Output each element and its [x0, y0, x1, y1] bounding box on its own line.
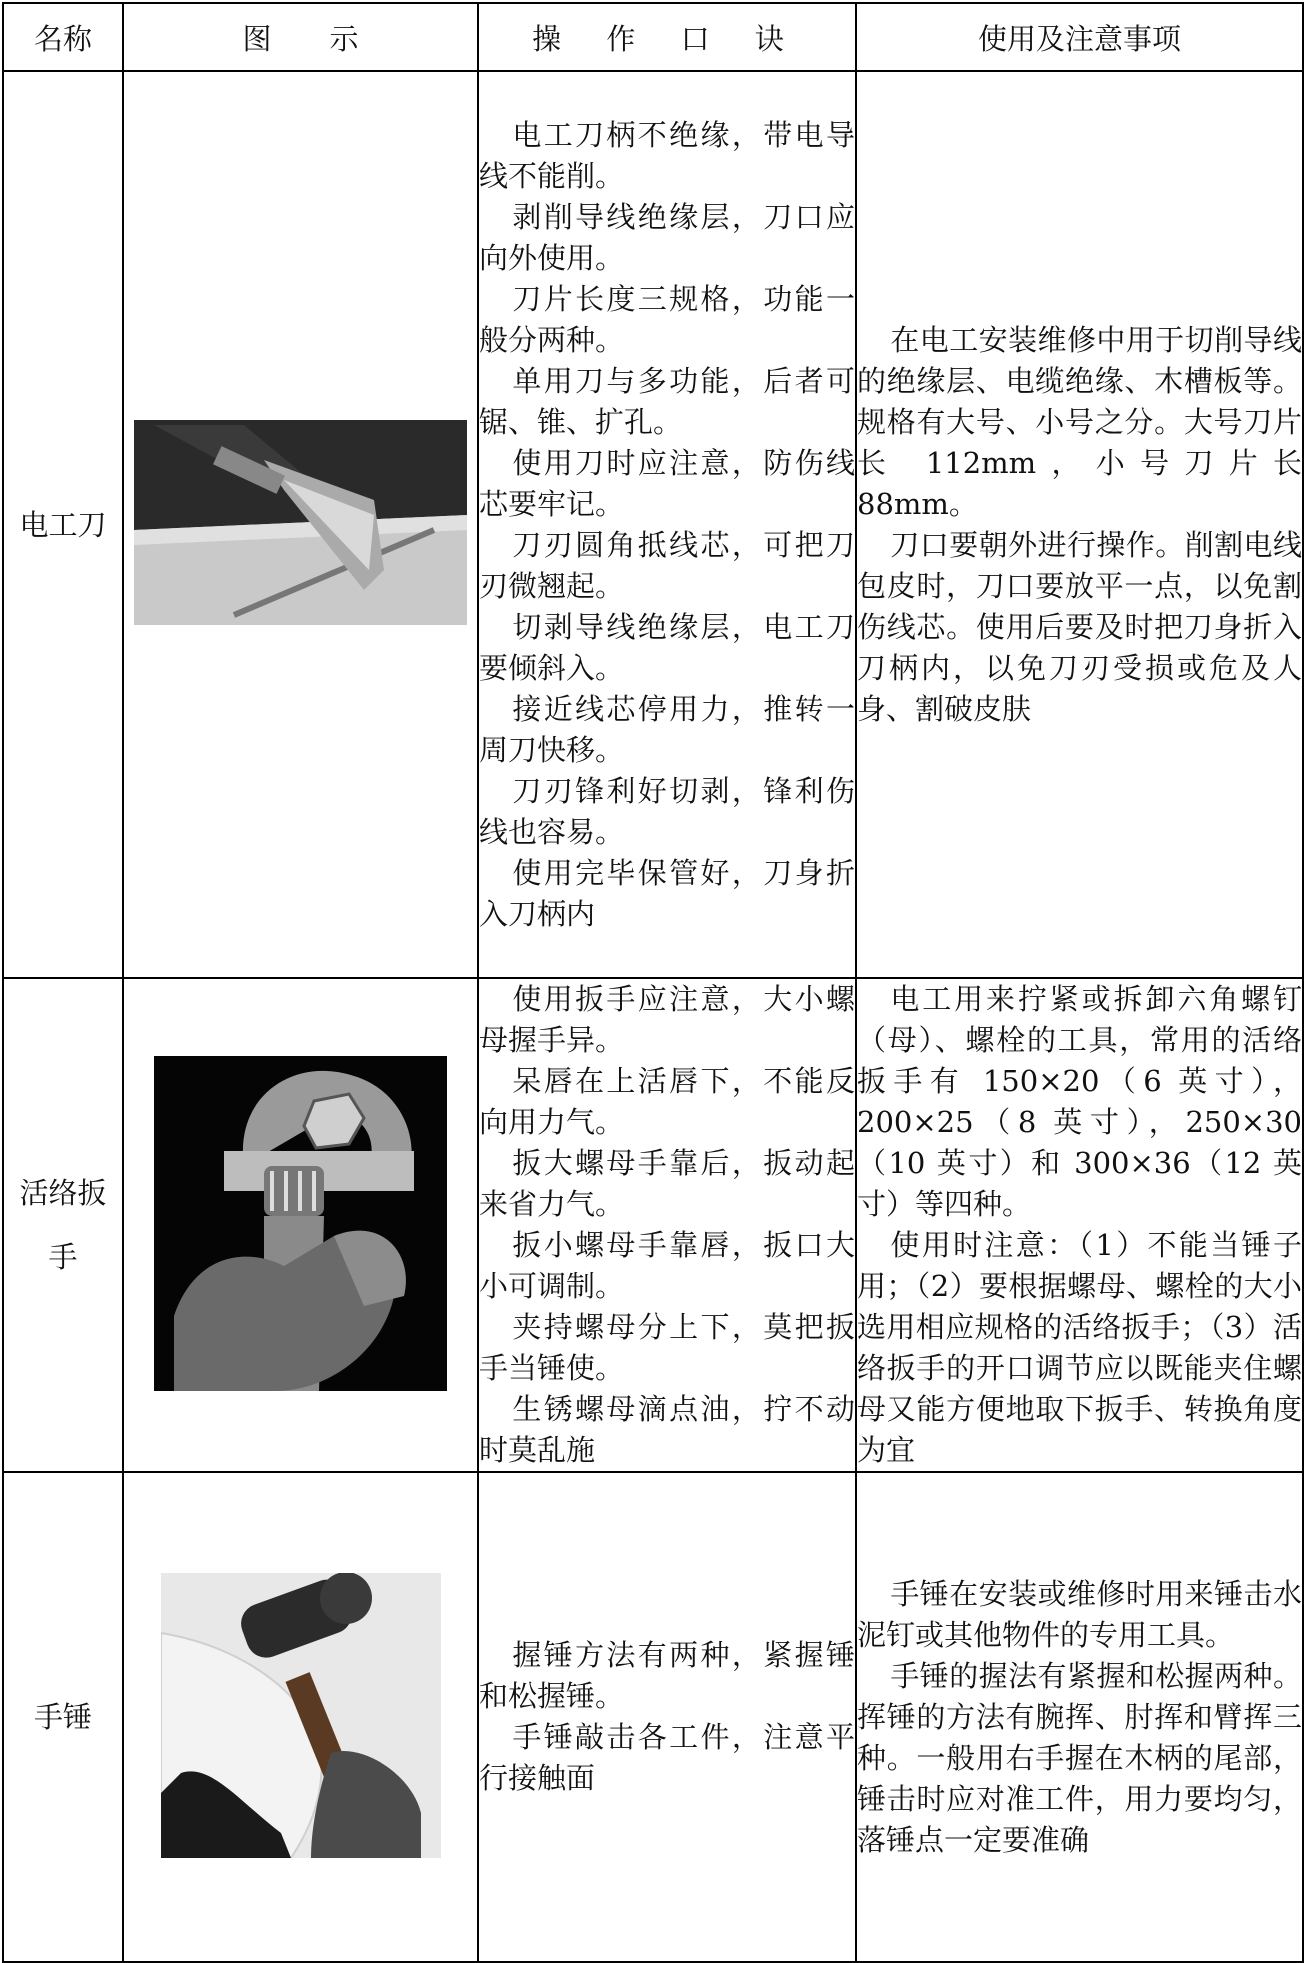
verse-cell	[478, 1472, 856, 1962]
table-row-wrench	[3, 978, 1303, 1472]
hammer-photo	[161, 1573, 441, 1858]
notes-paragraph: 电工用来拧紧或拆卸六角螺钉（母）、螺栓的工具，常用的活络扳手有 150×20（6 英寸），200×25（8 英寸），250×30（10 英寸）和 300×36（12 英寸）等四种。	[857, 982, 1302, 1221]
verse-cell	[478, 978, 856, 1472]
verse-line: 扳小螺母手靠唇，扳口大小可调制。	[479, 1228, 855, 1303]
notes-paragraph: 使用时注意：（1）不能当锤子用；（2）要根据螺母、螺栓的大小选用相应规格的活络扳手；（3）活络扳手的开口调节应以既能夹住螺母又能方便地取下扳手、转换角度为宜	[857, 1228, 1302, 1467]
verse-line: 刀刃圆角抵线芯，可把刀刃微翘起。	[479, 527, 855, 603]
table-row-hammer	[3, 1472, 1303, 1962]
header-notes: 使用及注意事项	[856, 3, 1303, 71]
notes-paragraph: 手锤的握法有紧握和松握两种。挥锤的方法有腕挥、肘挥和臂挥三种。一般用右手握在木柄的尾部，锤击时应对准工件，用力要均匀，落锤点一定要准确	[857, 1658, 1302, 1857]
verse-line: 生锈螺母滴点油，拧不动时莫乱施	[479, 1392, 855, 1467]
tool-name-text: 活络扳手	[19, 1176, 107, 1274]
verse-line: 刀片长度三规格，功能一般分两种。	[479, 281, 855, 357]
image-cell	[123, 71, 478, 978]
notes-paragraph: 刀口要朝外进行操作。削割电线包皮时，刀口要放平一点，以免割伤线芯。使用后要及时把刀身折入刀柄内，以免刀刃受损或危及人身、割破皮肤	[857, 527, 1302, 726]
verse-line: 手锤敲击各工件，注意平行接触面	[479, 1720, 855, 1795]
notes-paragraph: 手锤在安装或维修时用来锤击水泥钉或其他物件的专用工具。	[857, 1576, 1302, 1652]
verse-line: 呆唇在上活唇下，不能反向用力气。	[479, 1064, 855, 1139]
header-figure: 图 示	[123, 3, 478, 71]
image-cell	[123, 978, 478, 1472]
verse-line: 剥削导线绝缘层，刀口应向外使用。	[479, 199, 855, 275]
verse-line: 使用完毕保管好，刀身折入刀柄内	[479, 855, 855, 931]
verse-line: 电工刀柄不绝缘，带电导线不能削。	[479, 117, 855, 193]
notes-paragraph: 在电工安装维修中用于切削导线的绝缘层、电缆绝缘、木槽板等。规格有大号、小号之分。大号刀片长 112mm，小号刀片长 88mm。	[857, 322, 1302, 521]
verse-line: 切剥导线绝缘层，电工刀要倾斜入。	[479, 609, 855, 685]
verse-line: 刀刃锋利好切剥，锋利伤线也容易。	[479, 773, 855, 849]
verse-line: 使用扳手应注意，大小螺母握手异。	[479, 982, 855, 1057]
header-row	[3, 3, 1303, 71]
notes-cell	[856, 1472, 1303, 1962]
verse-line: 接近线芯停用力，推转一周刀快移。	[479, 691, 855, 767]
table-row-knife	[3, 71, 1303, 978]
header-name: 名称	[3, 3, 123, 71]
notes-cell	[856, 978, 1303, 1472]
tool-name: 手锤	[3, 1472, 123, 1962]
verse-line: 使用刀时应注意，防伤线芯要牢记。	[479, 445, 855, 521]
tool-name	[3, 978, 123, 1472]
verse-line: 夹持螺母分上下，莫把扳手当锤使。	[479, 1310, 855, 1385]
notes-cell	[856, 71, 1303, 978]
verse-cell	[478, 71, 856, 978]
tool-name: 电工刀	[3, 71, 123, 978]
verse-line: 扳大螺母手靠后，扳动起来省力气。	[479, 1146, 855, 1221]
verse-line: 握锤方法有两种，紧握锤和松握锤。	[479, 1638, 855, 1713]
image-cell	[123, 1472, 478, 1962]
adjustable-wrench-photo	[154, 1056, 447, 1391]
header-verse: 操 作 口 诀	[478, 3, 856, 71]
verse-line: 单用刀与多功能，后者可锯、锥、扩孔。	[479, 363, 855, 439]
tools-table	[2, 2, 1304, 1963]
electrician-knife-photo	[134, 420, 467, 625]
